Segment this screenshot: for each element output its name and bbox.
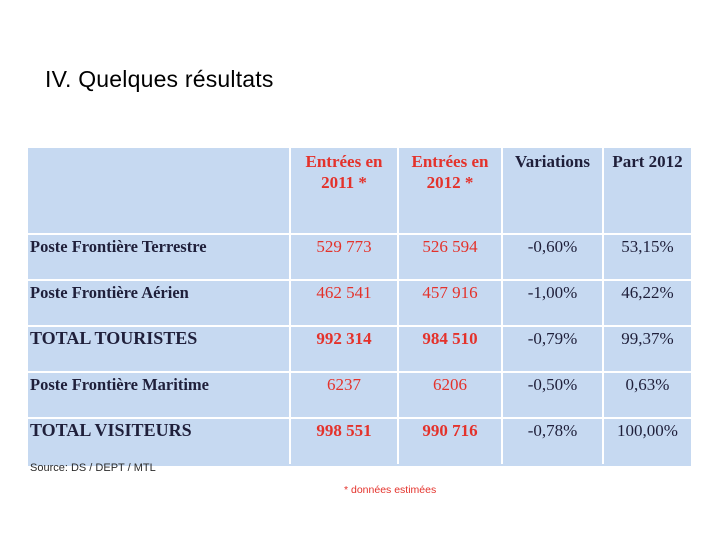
row-label: Poste Frontière Terrestre — [30, 237, 207, 256]
variation-cell — [502, 418, 603, 464]
variation-cell — [502, 280, 603, 326]
part-value: 0,63% — [625, 375, 670, 394]
variation-cell — [502, 372, 603, 418]
value-2011: 992 314 — [316, 329, 372, 348]
page-title: IV. Quelques résultats — [45, 66, 274, 92]
variation-cell — [502, 234, 603, 280]
table-row-total — [28, 418, 691, 464]
header-cell-empty — [28, 148, 290, 234]
variation-value: -1,00% — [527, 283, 578, 302]
header-cell-variations — [502, 148, 603, 234]
value-2011-cell — [290, 326, 398, 372]
table-row — [28, 372, 691, 418]
value-2012-cell — [398, 418, 502, 464]
value-2011: 462 541 — [316, 283, 372, 302]
table-row-total — [28, 326, 691, 372]
results-table — [28, 148, 691, 464]
table-row — [28, 234, 691, 280]
header-part-2012-label: Part 2012 — [612, 152, 683, 171]
value-2011: 6237 — [327, 375, 361, 394]
header-variations-label: Variations — [515, 152, 590, 171]
value-2012: 6206 — [433, 375, 467, 394]
variation-cell — [502, 326, 603, 372]
header-cell-2012 — [398, 148, 502, 234]
value-2012-cell — [398, 280, 502, 326]
table-row — [28, 280, 691, 326]
results-table-panel — [28, 148, 691, 466]
variation-value: -0,50% — [527, 375, 578, 394]
table-header-row — [28, 148, 691, 234]
part-cell — [603, 418, 691, 464]
variation-value: -0,78% — [527, 421, 578, 440]
value-2012: 984 510 — [422, 329, 478, 348]
value-2012-cell — [398, 372, 502, 418]
header-cell-2011 — [290, 148, 398, 234]
variation-value: -0,60% — [527, 237, 578, 256]
value-2011-cell — [290, 234, 398, 280]
value-2012-cell — [398, 234, 502, 280]
header-cell-part-2012 — [603, 148, 691, 234]
header-2011-label: Entrées en 2011 * — [305, 152, 383, 192]
row-label-cell — [28, 372, 290, 418]
row-label: Poste Frontière Maritime — [30, 375, 209, 394]
value-2011-cell — [290, 418, 398, 464]
part-value: 100,00% — [617, 421, 678, 440]
source-text: Source: DS / DEPT / MTL — [30, 462, 156, 472]
row-label-cell — [28, 418, 290, 464]
value-2011-cell — [290, 372, 398, 418]
part-value: 53,15% — [621, 237, 674, 256]
value-2012-cell — [398, 326, 502, 372]
footnote: * données estimées — [344, 484, 437, 496]
part-cell — [603, 372, 691, 418]
value-2012: 990 716 — [422, 421, 478, 440]
part-value: 99,37% — [621, 329, 674, 348]
row-label-cell — [28, 326, 290, 372]
source-note — [30, 462, 156, 472]
row-label-cell — [28, 280, 290, 326]
value-2011: 529 773 — [316, 237, 372, 256]
row-label: TOTAL TOURISTES — [30, 328, 198, 348]
header-2012-label: Entrées en 2012 * — [411, 152, 489, 192]
part-cell — [603, 280, 691, 326]
part-value: 46,22% — [621, 283, 674, 302]
row-label-cell — [28, 234, 290, 280]
value-2012: 457 916 — [422, 283, 478, 302]
part-cell — [603, 234, 691, 280]
variation-value: -0,79% — [527, 329, 578, 348]
row-label: Poste Frontière Aérien — [30, 283, 189, 302]
row-label: TOTAL VISITEURS — [30, 420, 192, 440]
value-2012: 526 594 — [422, 237, 478, 256]
part-cell — [603, 326, 691, 372]
value-2011-cell — [290, 280, 398, 326]
value-2011: 998 551 — [316, 421, 372, 440]
